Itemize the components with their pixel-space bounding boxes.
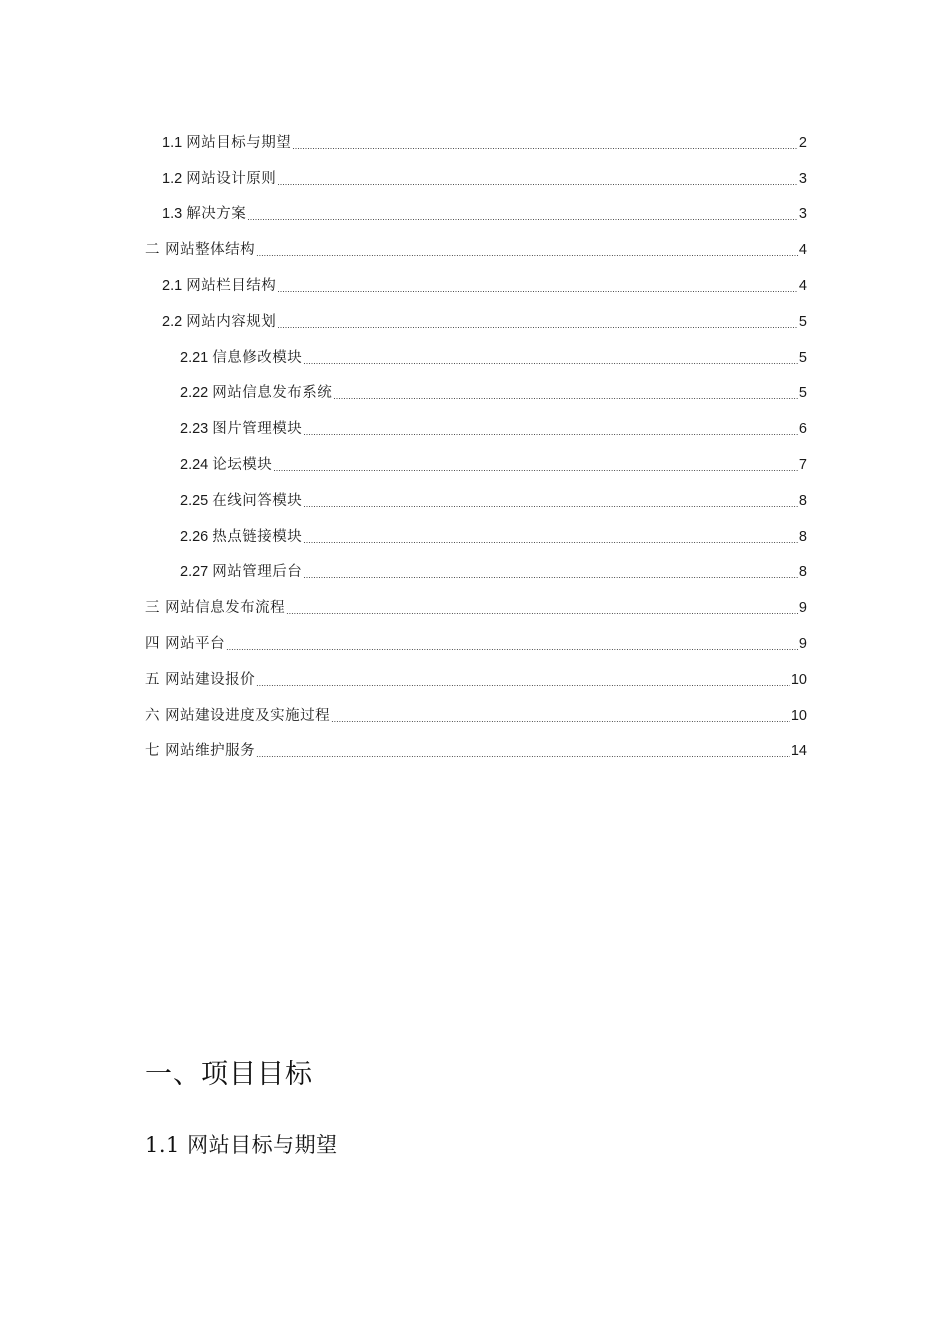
toc-leader-dots	[256, 246, 798, 260]
toc-entry-number: 2.21	[180, 349, 209, 366]
toc-entry-number: 1.1	[162, 134, 183, 151]
toc-leader-dots	[273, 461, 798, 475]
toc-entry[interactable]	[145, 232, 807, 268]
toc-entry-title	[180, 563, 302, 581]
toc-page-number: 5	[798, 313, 807, 330]
toc-entry-number: 2.25	[180, 492, 209, 509]
toc-entry-title	[162, 170, 276, 188]
toc-entry-label: 五 网站建设报价	[145, 671, 256, 688]
toc-page-number: 10	[790, 671, 807, 688]
toc-page-number: 5	[798, 349, 807, 366]
toc-entry-title	[145, 742, 255, 760]
toc-leader-dots	[277, 175, 798, 189]
toc-page-number: 3	[798, 170, 807, 187]
toc-entry-title	[162, 134, 291, 152]
toc-entry-number: 2.22	[180, 385, 209, 402]
toc-entry[interactable]	[145, 734, 807, 770]
toc-page-number: 4	[798, 242, 807, 259]
toc-entry-number: 2.2	[162, 313, 183, 330]
toc-entry-title	[162, 277, 276, 295]
toc-leader-dots	[292, 139, 798, 153]
toc-entry-title	[180, 492, 302, 510]
toc-leader-dots	[286, 604, 798, 618]
toc-entry-number: 2.23	[180, 421, 209, 438]
toc-page-number: 4	[798, 278, 807, 295]
toc-entry-title	[162, 205, 246, 223]
toc-page-number: 8	[798, 492, 807, 509]
toc-leader-dots	[303, 497, 798, 511]
toc-leader-dots	[256, 747, 790, 761]
toc-page-number: 10	[790, 707, 807, 724]
toc-page-number: 3	[798, 206, 807, 223]
section-heading: 一、项目目标	[145, 1059, 313, 1090]
toc-leader-dots	[256, 676, 790, 690]
toc-leader-dots	[303, 354, 798, 368]
toc-entry-number: 2.1	[162, 278, 183, 295]
toc-entry-title	[145, 241, 255, 259]
table-of-contents	[145, 125, 807, 769]
toc-leader-dots	[331, 712, 790, 726]
toc-entry[interactable]	[145, 626, 807, 662]
toc-entry-number: 1.3	[162, 206, 183, 223]
toc-page-number: 6	[798, 421, 807, 438]
toc-entry-label: 信息修改模块	[212, 349, 303, 366]
toc-page-number: 7	[798, 457, 807, 474]
toc-entry[interactable]	[145, 197, 807, 233]
toc-entry-title	[180, 456, 272, 474]
toc-entry[interactable]	[145, 519, 807, 555]
toc-entry-label: 六 网站建设进度及实施过程	[145, 707, 331, 724]
toc-entry-label: 在线问答模块	[212, 492, 303, 509]
toc-leader-dots	[277, 318, 798, 332]
toc-entry-number: 2.24	[180, 457, 209, 474]
toc-entry[interactable]	[145, 483, 807, 519]
toc-entry-title	[180, 420, 302, 438]
toc-page-number: 8	[798, 564, 807, 581]
toc-page-number: 8	[798, 528, 807, 545]
toc-page-number: 14	[790, 743, 807, 760]
toc-entry[interactable]	[145, 590, 807, 626]
toc-entry[interactable]	[145, 662, 807, 698]
toc-entry-label: 网站内容规划	[186, 313, 277, 330]
toc-page-number: 9	[798, 600, 807, 617]
toc-leader-dots	[277, 282, 798, 296]
toc-entry-title	[180, 349, 302, 367]
toc-entry-number: 2.27	[180, 564, 209, 581]
toc-entry-label: 图片管理模块	[212, 421, 303, 438]
toc-entry-label: 网站设计原则	[186, 170, 277, 187]
toc-entry-title	[180, 384, 332, 402]
toc-entry-title	[162, 313, 276, 331]
toc-leader-dots	[303, 533, 798, 547]
toc-leader-dots	[303, 568, 798, 582]
toc-entry[interactable]	[145, 161, 807, 197]
toc-entry[interactable]	[145, 376, 807, 412]
toc-page-number: 9	[798, 636, 807, 653]
toc-entry-title	[145, 707, 330, 725]
toc-entry-number: 2.26	[180, 528, 209, 545]
toc-entry-title	[145, 599, 285, 617]
toc-entry[interactable]	[145, 340, 807, 376]
toc-entry-label: 热点链接模块	[212, 528, 303, 545]
toc-leader-dots	[333, 389, 798, 403]
toc-entry[interactable]	[145, 411, 807, 447]
toc-entry-title	[180, 528, 302, 546]
toc-entry-label: 二 网站整体结构	[145, 242, 256, 259]
toc-entry-number: 1.2	[162, 170, 183, 187]
toc-entry[interactable]	[145, 698, 807, 734]
toc-entry-label: 七 网站维护服务	[145, 743, 256, 760]
toc-entry-label: 网站信息发布系统	[212, 385, 333, 402]
toc-entry-label: 论坛模块	[212, 457, 273, 474]
subsection-heading: 1.1 网站目标与期望	[145, 1133, 338, 1157]
toc-page-number: 2	[798, 134, 807, 151]
toc-entry-label: 网站目标与期望	[186, 134, 292, 151]
toc-leader-dots	[247, 210, 798, 224]
toc-entry-label: 三 网站信息发布流程	[145, 600, 286, 617]
toc-entry-title	[145, 635, 225, 653]
toc-leader-dots	[303, 425, 798, 439]
toc-entry-label: 四 网站平台	[145, 636, 226, 653]
toc-entry[interactable]	[145, 447, 807, 483]
toc-entry[interactable]	[145, 304, 807, 340]
toc-entry[interactable]	[145, 268, 807, 304]
toc-entry-label: 解决方案	[186, 206, 247, 223]
toc-leader-dots	[226, 640, 798, 654]
toc-entry-title	[145, 671, 255, 689]
toc-page-number: 5	[798, 385, 807, 402]
toc-entry-label: 网站栏目结构	[186, 278, 277, 295]
toc-entry-label: 网站管理后台	[212, 564, 303, 581]
toc-entry[interactable]	[145, 125, 807, 161]
toc-entry[interactable]	[145, 555, 807, 591]
